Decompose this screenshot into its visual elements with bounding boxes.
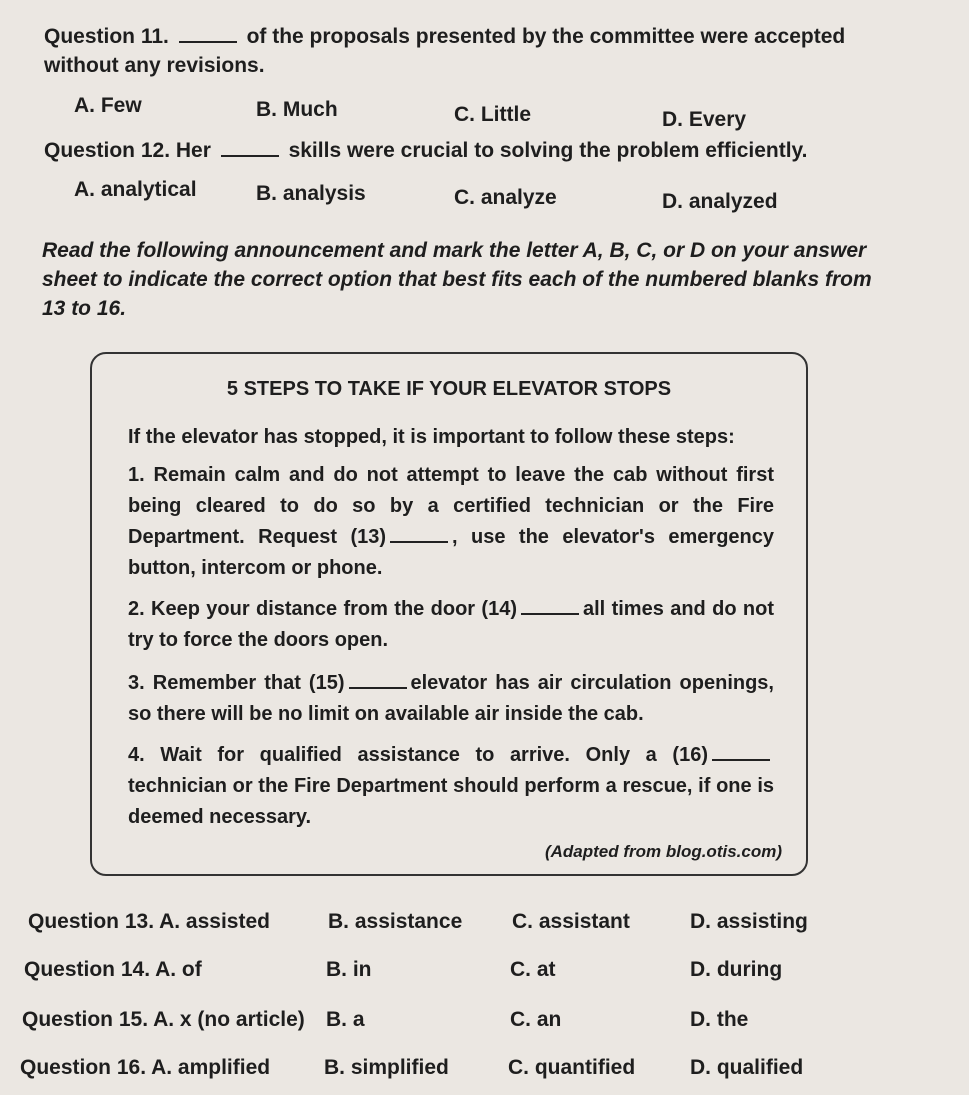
blank-13 [390, 523, 448, 543]
step-1-text-a: 1. Remain calm and do not attempt to leave the cab without first being cleared to do so by a certified technician or the Fire Department. Request (13) [128, 464, 774, 548]
q16-option-b[interactable]: B. simplified [324, 1056, 449, 1079]
step-4 [128, 740, 774, 833]
q12-option-c[interactable]: C. analyze [454, 186, 557, 209]
q11-option-d[interactable]: D. Every [662, 108, 747, 131]
q11-blank [179, 23, 237, 43]
question-13-row [18, 910, 958, 940]
q14-option-b[interactable]: B. in [326, 958, 372, 981]
step-1 [128, 460, 774, 584]
step-4-text-a: 4. Wait for qualified assistance to arrive. Only a (16) [128, 744, 708, 766]
step-2-text-a: 2. Keep your distance from the door (14) [128, 598, 517, 620]
question-15-row [18, 1008, 958, 1038]
q13-option-b[interactable]: B. assistance [328, 910, 463, 933]
q11-option-a[interactable]: A. Few [74, 94, 142, 117]
q16-option-d[interactable]: D. qualified [690, 1056, 804, 1079]
step-3 [128, 668, 774, 730]
q12-option-b[interactable]: B. analysis [256, 182, 366, 205]
q12-blank [221, 137, 279, 157]
question-14-row [18, 958, 958, 988]
q11-option-c[interactable]: C. Little [454, 103, 531, 126]
step-2-text-b: all times and do not try to force the doors open. [128, 598, 774, 651]
q15-option-b[interactable]: B. a [326, 1008, 365, 1031]
q14-option-a[interactable]: Question 14. A. of [24, 958, 202, 981]
q14-option-c[interactable]: C. at [510, 958, 556, 981]
question-11 [44, 22, 944, 80]
blank-15 [349, 669, 407, 689]
step-4-text-b: technician or the Fire Department should perform a rescue, if one is deemed necessary. [128, 775, 774, 828]
question-16-row [18, 1056, 958, 1086]
q11-label: Question 11. [44, 25, 169, 48]
announcement-title: 5 STEPS TO TAKE IF YOUR ELEVATOR STOPS [226, 378, 672, 400]
q11-text-line2: without any revisions. [44, 54, 265, 77]
q12-label: Question 12. Her [44, 139, 211, 162]
step-3-text-b: elevator has air circulation openings, so there will be no limit on available air inside the cab. [128, 672, 774, 725]
step-3-text-a: 3. Remember that (15) [128, 672, 345, 694]
announcement-intro: If the elevator has stopped, it is important to follow these steps: [128, 426, 735, 448]
q13-option-c[interactable]: C. assistant [512, 910, 630, 933]
q15-option-c[interactable]: C. an [510, 1008, 562, 1031]
q16-option-c[interactable]: C. quantified [508, 1056, 636, 1079]
step-1-text-b: , use the elevator's emergency button, intercom or phone. [128, 526, 774, 579]
q11-text: of the proposals presented by the committee were accepted [246, 25, 846, 48]
q16-option-a[interactable]: Question 16. A. amplified [20, 1056, 271, 1079]
step-2 [128, 594, 774, 656]
blank-16 [712, 741, 770, 761]
q12-option-a[interactable]: A. analytical [74, 178, 197, 201]
question-12 [44, 136, 944, 165]
reading-instructions: Read the following announcement and mark the letter A, B, C, or D on your answer sheet to indicate the correct option that best fits each of the numbered blanks from 13 to 16. [42, 239, 872, 320]
q12-option-d[interactable]: D. analyzed [662, 190, 778, 213]
q15-option-d[interactable]: D. the [690, 1008, 749, 1031]
q13-option-a[interactable]: Question 13. A. assisted [28, 910, 270, 933]
q13-option-d[interactable]: D. assisting [690, 910, 808, 933]
blank-14 [521, 595, 579, 615]
q15-option-a[interactable]: Question 15. A. x (no article) [22, 1008, 305, 1031]
q14-option-d[interactable]: D. during [690, 958, 783, 981]
source-citation: (Adapted from blog.otis.com) [544, 842, 782, 861]
q11-option-b[interactable]: B. Much [256, 98, 338, 121]
announcement-box [90, 352, 808, 876]
q12-text: skills were crucial to solving the problem efficiently. [288, 139, 808, 162]
